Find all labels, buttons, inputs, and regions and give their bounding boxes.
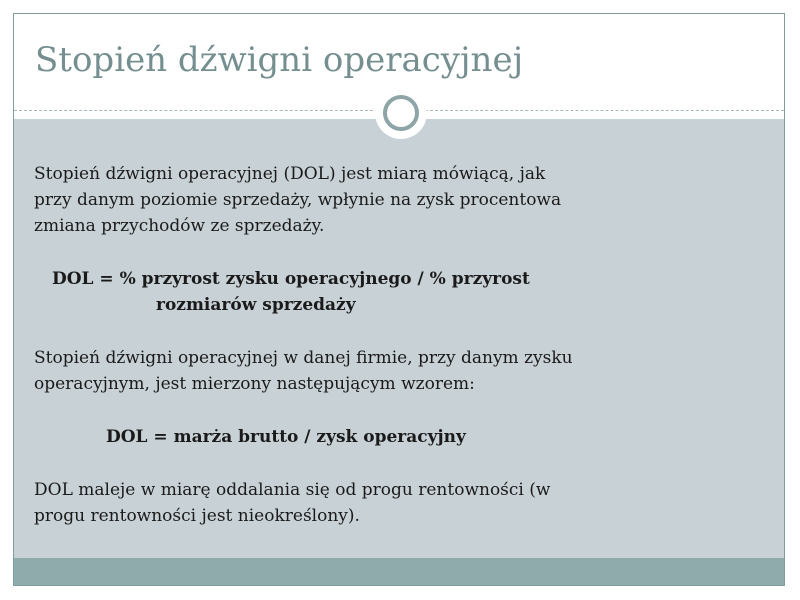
formula-1-line-2: rozmiarów sprzedaży (156, 295, 356, 315)
formula-2: DOL = marża brutto / zysk operacyjny (106, 427, 466, 447)
formula-1-line-1: DOL = % przyrost zysku operacyjnego / % przyrost (52, 269, 530, 289)
paragraph-2-line-2: operacyjnym, jest mierzony następującym wzorem: (34, 374, 475, 394)
paragraph-3-line-1: DOL maleje w miarę oddalania się od progu rentowności (w (34, 480, 551, 500)
decorative-ring-icon (375, 87, 427, 139)
paragraph-2-line-1: Stopień dźwigni operacyjnej w danej firmie, przy danym zysku (34, 348, 573, 368)
spacer (34, 397, 754, 424)
spacer (34, 318, 754, 345)
paragraph-3-line-2: progu rentowności jest nieokreślony). (34, 506, 360, 526)
spacer (34, 450, 754, 477)
spacer (34, 239, 754, 266)
ring-inner (383, 95, 419, 131)
footer-band (14, 558, 784, 585)
paragraph-1-line-3: zmiana przychodów ze sprzedaży. (34, 216, 325, 236)
slide-title: Stopień dźwigni operacyjnej (35, 40, 524, 80)
paragraph-1-line-1: Stopień dźwigni operacyjnej (DOL) jest miarą mówiącą, jak (34, 164, 546, 184)
paragraph-1-line-2: przy danym poziomie sprzedaży, wpłynie na zysk procentowa (34, 190, 562, 210)
slide-content (34, 161, 754, 529)
